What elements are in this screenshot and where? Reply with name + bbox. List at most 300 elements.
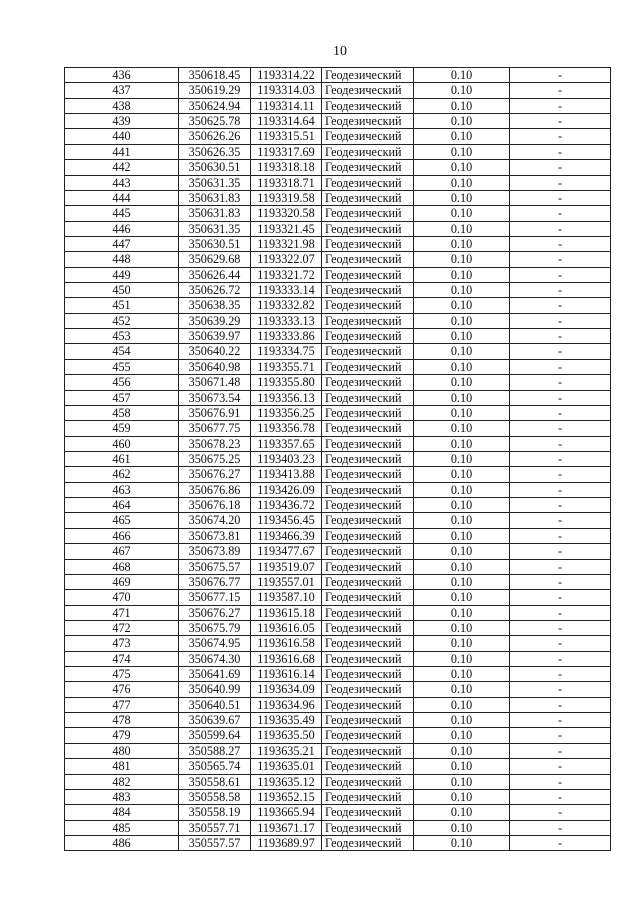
point-number-cell: 439: [65, 114, 179, 129]
table-row: [65, 359, 611, 374]
method-cell: Геодезический: [322, 513, 414, 528]
y-coordinate-cell: 1193557.01: [251, 574, 322, 589]
point-number-cell: 452: [65, 313, 179, 328]
x-coordinate-cell: 350626.72: [179, 283, 251, 298]
method-cell: Геодезический: [322, 774, 414, 789]
note-cell: -: [510, 129, 611, 144]
accuracy-cell: 0.10: [414, 375, 510, 390]
note-cell: -: [510, 98, 611, 113]
table-row: [65, 513, 611, 528]
y-coordinate-cell: 1193333.14: [251, 283, 322, 298]
y-coordinate-cell: 1193587.10: [251, 590, 322, 605]
coordinates-table: [64, 67, 611, 851]
method-cell: Геодезический: [322, 359, 414, 374]
note-cell: -: [510, 405, 611, 420]
note-cell: -: [510, 835, 611, 850]
accuracy-cell: 0.10: [414, 83, 510, 98]
x-coordinate-cell: 350619.29: [179, 83, 251, 98]
method-cell: Геодезический: [322, 805, 414, 820]
note-cell: -: [510, 175, 611, 190]
table-row: [65, 667, 611, 682]
table-row: [65, 728, 611, 743]
accuracy-cell: 0.10: [414, 605, 510, 620]
y-coordinate-cell: 1193466.39: [251, 528, 322, 543]
note-cell: -: [510, 544, 611, 559]
table-row: [65, 835, 611, 850]
y-coordinate-cell: 1193314.22: [251, 68, 322, 83]
point-number-cell: 470: [65, 590, 179, 605]
table-row: [65, 451, 611, 466]
accuracy-cell: 0.10: [414, 590, 510, 605]
accuracy-cell: 0.10: [414, 236, 510, 251]
method-cell: Геодезический: [322, 405, 414, 420]
point-number-cell: 486: [65, 835, 179, 850]
method-cell: Геодезический: [322, 68, 414, 83]
method-cell: Геодезический: [322, 252, 414, 267]
method-cell: Геодезический: [322, 206, 414, 221]
note-cell: -: [510, 144, 611, 159]
accuracy-cell: 0.10: [414, 390, 510, 405]
x-coordinate-cell: 350640.99: [179, 682, 251, 697]
method-cell: Геодезический: [322, 835, 414, 850]
y-coordinate-cell: 1193635.49: [251, 713, 322, 728]
table-row: [65, 221, 611, 236]
note-cell: -: [510, 359, 611, 374]
x-coordinate-cell: 350673.89: [179, 544, 251, 559]
method-cell: Геодезический: [322, 743, 414, 758]
y-coordinate-cell: 1193356.78: [251, 421, 322, 436]
note-cell: -: [510, 713, 611, 728]
point-number-cell: 450: [65, 283, 179, 298]
y-coordinate-cell: 1193436.72: [251, 498, 322, 513]
note-cell: -: [510, 344, 611, 359]
table-row: [65, 759, 611, 774]
y-coordinate-cell: 1193635.01: [251, 759, 322, 774]
y-coordinate-cell: 1193634.09: [251, 682, 322, 697]
table-row: [65, 544, 611, 559]
x-coordinate-cell: 350565.74: [179, 759, 251, 774]
note-cell: -: [510, 221, 611, 236]
note-cell: -: [510, 590, 611, 605]
x-coordinate-cell: 350626.26: [179, 129, 251, 144]
note-cell: -: [510, 267, 611, 282]
y-coordinate-cell: 1193616.14: [251, 667, 322, 682]
accuracy-cell: 0.10: [414, 682, 510, 697]
point-number-cell: 436: [65, 68, 179, 83]
note-cell: -: [510, 283, 611, 298]
accuracy-cell: 0.10: [414, 713, 510, 728]
table-row: [65, 375, 611, 390]
method-cell: Геодезический: [322, 451, 414, 466]
method-cell: Геодезический: [322, 375, 414, 390]
method-cell: Геодезический: [322, 574, 414, 589]
accuracy-cell: 0.10: [414, 267, 510, 282]
accuracy-cell: 0.10: [414, 667, 510, 682]
x-coordinate-cell: 350639.67: [179, 713, 251, 728]
y-coordinate-cell: 1193689.97: [251, 835, 322, 850]
point-number-cell: 482: [65, 774, 179, 789]
x-coordinate-cell: 350640.51: [179, 697, 251, 712]
note-cell: -: [510, 559, 611, 574]
y-coordinate-cell: 1193314.11: [251, 98, 322, 113]
x-coordinate-cell: 350675.25: [179, 451, 251, 466]
accuracy-cell: 0.10: [414, 651, 510, 666]
note-cell: -: [510, 482, 611, 497]
method-cell: Геодезический: [322, 98, 414, 113]
method-cell: Геодезический: [322, 344, 414, 359]
method-cell: Геодезический: [322, 528, 414, 543]
point-number-cell: 476: [65, 682, 179, 697]
x-coordinate-cell: 350676.91: [179, 405, 251, 420]
accuracy-cell: 0.10: [414, 451, 510, 466]
point-number-cell: 484: [65, 805, 179, 820]
table-row: [65, 421, 611, 436]
note-cell: -: [510, 206, 611, 221]
table-row: [65, 83, 611, 98]
method-cell: Геодезический: [322, 390, 414, 405]
x-coordinate-cell: 350626.44: [179, 267, 251, 282]
y-coordinate-cell: 1193318.71: [251, 175, 322, 190]
point-number-cell: 456: [65, 375, 179, 390]
x-coordinate-cell: 350629.68: [179, 252, 251, 267]
point-number-cell: 474: [65, 651, 179, 666]
x-coordinate-cell: 350640.98: [179, 359, 251, 374]
table-row: [65, 467, 611, 482]
table-row: [65, 436, 611, 451]
note-cell: -: [510, 421, 611, 436]
accuracy-cell: 0.10: [414, 144, 510, 159]
accuracy-cell: 0.10: [414, 697, 510, 712]
accuracy-cell: 0.10: [414, 513, 510, 528]
note-cell: -: [510, 329, 611, 344]
x-coordinate-cell: 350599.64: [179, 728, 251, 743]
method-cell: Геодезический: [322, 620, 414, 635]
method-cell: Геодезический: [322, 590, 414, 605]
point-number-cell: 447: [65, 236, 179, 251]
note-cell: -: [510, 743, 611, 758]
table-row: [65, 682, 611, 697]
method-cell: Геодезический: [322, 421, 414, 436]
point-number-cell: 437: [65, 83, 179, 98]
x-coordinate-cell: 350630.51: [179, 236, 251, 251]
x-coordinate-cell: 350557.71: [179, 820, 251, 835]
x-coordinate-cell: 350558.58: [179, 789, 251, 804]
x-coordinate-cell: 350639.97: [179, 329, 251, 344]
method-cell: Геодезический: [322, 605, 414, 620]
point-number-cell: 461: [65, 451, 179, 466]
x-coordinate-cell: 350677.75: [179, 421, 251, 436]
method-cell: Геодезический: [322, 667, 414, 682]
y-coordinate-cell: 1193355.71: [251, 359, 322, 374]
y-coordinate-cell: 1193333.86: [251, 329, 322, 344]
x-coordinate-cell: 350674.30: [179, 651, 251, 666]
table-row: [65, 390, 611, 405]
point-number-cell: 468: [65, 559, 179, 574]
point-number-cell: 483: [65, 789, 179, 804]
note-cell: -: [510, 605, 611, 620]
note-cell: -: [510, 513, 611, 528]
note-cell: -: [510, 375, 611, 390]
point-number-cell: 451: [65, 298, 179, 313]
point-number-cell: 478: [65, 713, 179, 728]
y-coordinate-cell: 1193322.07: [251, 252, 322, 267]
note-cell: -: [510, 789, 611, 804]
y-coordinate-cell: 1193320.58: [251, 206, 322, 221]
method-cell: Геодезический: [322, 114, 414, 129]
x-coordinate-cell: 350676.27: [179, 605, 251, 620]
accuracy-cell: 0.10: [414, 805, 510, 820]
y-coordinate-cell: 1193426.09: [251, 482, 322, 497]
accuracy-cell: 0.10: [414, 405, 510, 420]
accuracy-cell: 0.10: [414, 206, 510, 221]
table-row: [65, 713, 611, 728]
accuracy-cell: 0.10: [414, 221, 510, 236]
point-number-cell: 438: [65, 98, 179, 113]
x-coordinate-cell: 350618.45: [179, 68, 251, 83]
method-cell: Геодезический: [322, 713, 414, 728]
y-coordinate-cell: 1193616.05: [251, 620, 322, 635]
x-coordinate-cell: 350557.57: [179, 835, 251, 850]
y-coordinate-cell: 1193635.21: [251, 743, 322, 758]
y-coordinate-cell: 1193321.45: [251, 221, 322, 236]
method-cell: Геодезический: [322, 728, 414, 743]
note-cell: -: [510, 298, 611, 313]
x-coordinate-cell: 350676.77: [179, 574, 251, 589]
method-cell: Геодезический: [322, 759, 414, 774]
x-coordinate-cell: 350625.78: [179, 114, 251, 129]
y-coordinate-cell: 1193477.67: [251, 544, 322, 559]
note-cell: -: [510, 574, 611, 589]
y-coordinate-cell: 1193665.94: [251, 805, 322, 820]
table-row: [65, 574, 611, 589]
x-coordinate-cell: 350640.22: [179, 344, 251, 359]
table-row: [65, 605, 611, 620]
note-cell: -: [510, 68, 611, 83]
method-cell: Геодезический: [322, 129, 414, 144]
x-coordinate-cell: 350631.35: [179, 221, 251, 236]
note-cell: -: [510, 682, 611, 697]
table-row: [65, 267, 611, 282]
y-coordinate-cell: 1193357.65: [251, 436, 322, 451]
x-coordinate-cell: 350675.57: [179, 559, 251, 574]
table-row: [65, 620, 611, 635]
point-number-cell: 442: [65, 160, 179, 175]
y-coordinate-cell: 1193456.45: [251, 513, 322, 528]
note-cell: -: [510, 436, 611, 451]
accuracy-cell: 0.10: [414, 68, 510, 83]
y-coordinate-cell: 1193634.96: [251, 697, 322, 712]
table-row: [65, 559, 611, 574]
x-coordinate-cell: 350588.27: [179, 743, 251, 758]
accuracy-cell: 0.10: [414, 743, 510, 758]
accuracy-cell: 0.10: [414, 436, 510, 451]
note-cell: -: [510, 451, 611, 466]
x-coordinate-cell: 350631.83: [179, 206, 251, 221]
method-cell: Геодезический: [322, 482, 414, 497]
note-cell: -: [510, 236, 611, 251]
y-coordinate-cell: 1193314.03: [251, 83, 322, 98]
accuracy-cell: 0.10: [414, 421, 510, 436]
table-row: [65, 820, 611, 835]
x-coordinate-cell: 350630.51: [179, 160, 251, 175]
method-cell: Геодезический: [322, 83, 414, 98]
table-row: [65, 206, 611, 221]
x-coordinate-cell: 350671.48: [179, 375, 251, 390]
y-coordinate-cell: 1193318.18: [251, 160, 322, 175]
table-row: [65, 190, 611, 205]
accuracy-cell: 0.10: [414, 98, 510, 113]
point-number-cell: 443: [65, 175, 179, 190]
method-cell: Геодезический: [322, 298, 414, 313]
accuracy-cell: 0.10: [414, 559, 510, 574]
method-cell: Геодезический: [322, 697, 414, 712]
y-coordinate-cell: 1193355.80: [251, 375, 322, 390]
method-cell: Геодезический: [322, 651, 414, 666]
y-coordinate-cell: 1193519.07: [251, 559, 322, 574]
accuracy-cell: 0.10: [414, 574, 510, 589]
table-row: [65, 789, 611, 804]
x-coordinate-cell: 350673.81: [179, 528, 251, 543]
note-cell: -: [510, 651, 611, 666]
y-coordinate-cell: 1193616.68: [251, 651, 322, 666]
method-cell: Геодезический: [322, 329, 414, 344]
table-row: [65, 743, 611, 758]
point-number-cell: 475: [65, 667, 179, 682]
table-row: [65, 774, 611, 789]
note-cell: -: [510, 390, 611, 405]
method-cell: Геодезический: [322, 436, 414, 451]
y-coordinate-cell: 1193616.58: [251, 636, 322, 651]
x-coordinate-cell: 350639.29: [179, 313, 251, 328]
method-cell: Геодезический: [322, 175, 414, 190]
x-coordinate-cell: 350631.83: [179, 190, 251, 205]
y-coordinate-cell: 1193332.82: [251, 298, 322, 313]
method-cell: Геодезический: [322, 267, 414, 282]
note-cell: -: [510, 805, 611, 820]
page-number: 10: [333, 44, 347, 59]
method-cell: Геодезический: [322, 789, 414, 804]
y-coordinate-cell: 1193671.17: [251, 820, 322, 835]
accuracy-cell: 0.10: [414, 190, 510, 205]
x-coordinate-cell: 350674.20: [179, 513, 251, 528]
table-row: [65, 651, 611, 666]
point-number-cell: 473: [65, 636, 179, 651]
x-coordinate-cell: 350673.54: [179, 390, 251, 405]
y-coordinate-cell: 1193319.58: [251, 190, 322, 205]
note-cell: -: [510, 467, 611, 482]
x-coordinate-cell: 350626.35: [179, 144, 251, 159]
x-coordinate-cell: 350641.69: [179, 667, 251, 682]
table-row: [65, 405, 611, 420]
y-coordinate-cell: 1193315.51: [251, 129, 322, 144]
accuracy-cell: 0.10: [414, 344, 510, 359]
note-cell: -: [510, 636, 611, 651]
table-row: [65, 175, 611, 190]
note-cell: -: [510, 667, 611, 682]
accuracy-cell: 0.10: [414, 252, 510, 267]
point-number-cell: 469: [65, 574, 179, 589]
accuracy-cell: 0.10: [414, 467, 510, 482]
table-row: [65, 160, 611, 175]
method-cell: Геодезический: [322, 467, 414, 482]
method-cell: Геодезический: [322, 236, 414, 251]
point-number-cell: 455: [65, 359, 179, 374]
y-coordinate-cell: 1193317.69: [251, 144, 322, 159]
table-row: [65, 528, 611, 543]
x-coordinate-cell: 350558.61: [179, 774, 251, 789]
accuracy-cell: 0.10: [414, 620, 510, 635]
table-row: [65, 590, 611, 605]
table-row: [65, 283, 611, 298]
x-coordinate-cell: 350675.79: [179, 620, 251, 635]
point-number-cell: 454: [65, 344, 179, 359]
point-number-cell: 467: [65, 544, 179, 559]
method-cell: Геодезический: [322, 544, 414, 559]
point-number-cell: 441: [65, 144, 179, 159]
point-number-cell: 464: [65, 498, 179, 513]
y-coordinate-cell: 1193314.64: [251, 114, 322, 129]
note-cell: -: [510, 774, 611, 789]
point-number-cell: 466: [65, 528, 179, 543]
point-number-cell: 485: [65, 820, 179, 835]
point-number-cell: 449: [65, 267, 179, 282]
accuracy-cell: 0.10: [414, 329, 510, 344]
method-cell: Геодезический: [322, 498, 414, 513]
x-coordinate-cell: 350624.94: [179, 98, 251, 113]
note-cell: -: [510, 620, 611, 635]
method-cell: Геодезический: [322, 636, 414, 651]
table-row: [65, 498, 611, 513]
accuracy-cell: 0.10: [414, 835, 510, 850]
accuracy-cell: 0.10: [414, 636, 510, 651]
accuracy-cell: 0.10: [414, 774, 510, 789]
table-row: [65, 252, 611, 267]
y-coordinate-cell: 1193615.18: [251, 605, 322, 620]
y-coordinate-cell: 1193652.15: [251, 789, 322, 804]
y-coordinate-cell: 1193403.23: [251, 451, 322, 466]
y-coordinate-cell: 1193333.13: [251, 313, 322, 328]
method-cell: Геодезический: [322, 682, 414, 697]
accuracy-cell: 0.10: [414, 298, 510, 313]
accuracy-cell: 0.10: [414, 175, 510, 190]
y-coordinate-cell: 1193356.25: [251, 405, 322, 420]
accuracy-cell: 0.10: [414, 728, 510, 743]
point-number-cell: 458: [65, 405, 179, 420]
accuracy-cell: 0.10: [414, 482, 510, 497]
accuracy-cell: 0.10: [414, 528, 510, 543]
x-coordinate-cell: 350558.19: [179, 805, 251, 820]
accuracy-cell: 0.10: [414, 359, 510, 374]
table-row: [65, 129, 611, 144]
note-cell: -: [510, 313, 611, 328]
note-cell: -: [510, 528, 611, 543]
y-coordinate-cell: 1193635.50: [251, 728, 322, 743]
accuracy-cell: 0.10: [414, 114, 510, 129]
accuracy-cell: 0.10: [414, 160, 510, 175]
method-cell: Геодезический: [322, 221, 414, 236]
note-cell: -: [510, 114, 611, 129]
x-coordinate-cell: 350676.18: [179, 498, 251, 513]
point-number-cell: 477: [65, 697, 179, 712]
table-row: [65, 313, 611, 328]
point-number-cell: 465: [65, 513, 179, 528]
note-cell: -: [510, 160, 611, 175]
note-cell: -: [510, 498, 611, 513]
x-coordinate-cell: 350678.23: [179, 436, 251, 451]
method-cell: Геодезический: [322, 190, 414, 205]
table-row: [65, 144, 611, 159]
table-row: [65, 697, 611, 712]
